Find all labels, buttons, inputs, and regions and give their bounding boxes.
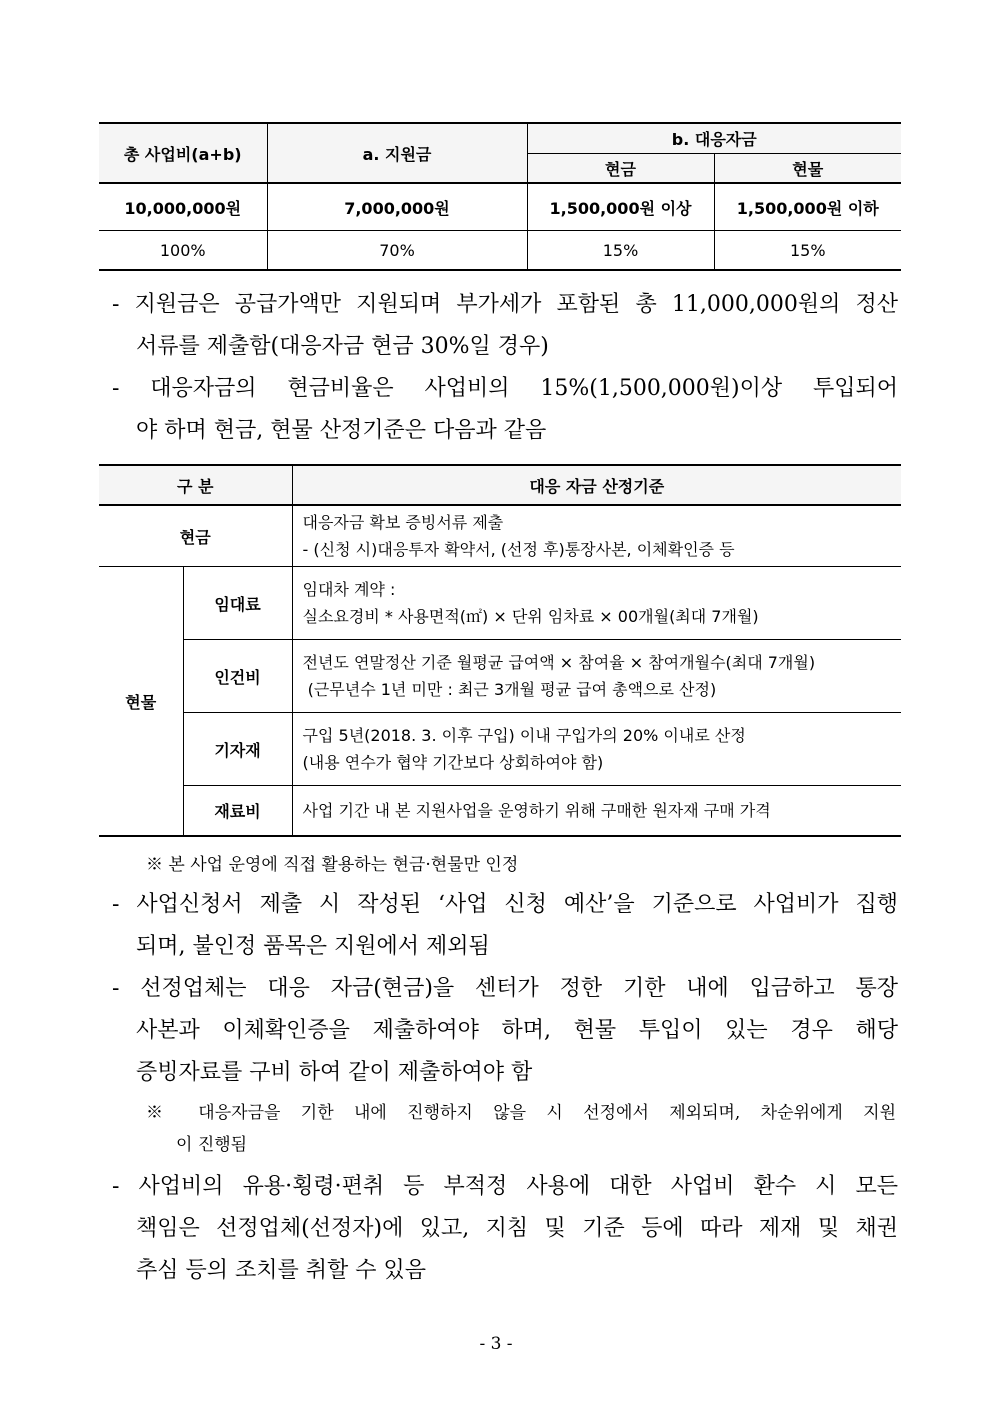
paragraph-line: 서류를 제출함(대응자금 현금 30%일 경우)	[136, 334, 549, 359]
amount-cell: 7,000,000원	[267, 183, 527, 231]
header-grant: a. 지원금	[267, 123, 527, 183]
paragraph-line: 야 하며 현금, 현물 산정기준은 다음과 같음	[136, 418, 547, 443]
inkind-item-label: 인건비	[183, 640, 292, 713]
inkind-item-description	[292, 713, 901, 786]
budget-table	[99, 122, 901, 271]
paragraph-line: 사본과 이체확인증을 제출하여야 하며, 현물 투입이 있는 경우 해당	[136, 1018, 898, 1043]
description-line: (근무년수 1년 미만 : 최근 3개월 평균 급여 총액으로 산정)	[302, 680, 717, 699]
description-line: (내용 연수가 협약 기간보다 상회하여야 함)	[302, 753, 604, 772]
percent-row	[99, 231, 901, 271]
cash-description	[292, 505, 901, 567]
paragraph-vat	[112, 284, 898, 368]
header-criteria: 대응 자금 산정기준	[292, 465, 901, 505]
cash-label: 현금	[99, 505, 292, 567]
paragraph-line: - 선정업체는 대응 자금(현금)을 센터가 정한 기한 내에 입금하고 통장	[112, 976, 898, 1001]
paragraph-line: - 사업신청서 제출 시 작성된 ‘사업 신청 예산’을 기준으로 사업비가 집행	[112, 892, 898, 917]
paragraph-line: - 사업비의 유용·횡령·편취 등 부적정 사용에 대한 사업비 환수 시 모든	[112, 1174, 898, 1199]
description-line: 사업 기간 내 본 지원사업을 운영하기 위해 구매한 원자재 구매 가격	[302, 801, 771, 820]
amount-cell: 1,500,000원 이하	[714, 183, 901, 231]
percent-cell: 15%	[527, 231, 714, 271]
amount-cell: 10,000,000원	[99, 183, 267, 231]
inkind-item-label: 임대료	[183, 567, 292, 640]
description-line: - (신청 시)대응투자 확약서, (선정 후)통장사본, 이체확인증 등	[302, 540, 735, 559]
page-number: - 3 -	[479, 1334, 513, 1354]
percent-cell: 100%	[99, 231, 267, 271]
description-line: 임대차 계약 :	[302, 580, 396, 599]
inkind-item-label: 기자재	[183, 713, 292, 786]
inkind-item-label: 재료비	[183, 786, 292, 837]
table-row	[99, 713, 901, 786]
paragraph-line: - 지원금은 공급가액만 지원되며 부가세가 포함된 총 11,000,000원의 정산	[112, 292, 898, 317]
note-recognition	[146, 849, 518, 881]
paragraph-line: - 대응자금의 현금비율은 사업비의 15%(1,500,000원)이상 투입되어	[112, 376, 898, 401]
paragraph-deposit	[112, 968, 898, 1094]
description-line: 구입 5년(2018. 3. 이후 구입) 이내 구입가의 20% 이내로 산정	[302, 726, 746, 745]
paragraph-line: 증빙자료를 구비 하여 같이 제출하여야 함	[136, 1060, 533, 1085]
paragraph-line: 되며, 불인정 품목은 지원에서 제외됨	[136, 934, 490, 959]
amount-row	[99, 183, 901, 231]
criteria-table	[99, 464, 901, 837]
header-inkind: 현물	[714, 154, 901, 184]
note-line: ※ 대응자금을 기한 내에 진행하지 않을 시 선정에서 제외되며, 차순위에게 지원	[146, 1103, 896, 1123]
paragraph-line: 추심 등의 조치를 취할 수 있음	[136, 1258, 426, 1283]
header-cash: 현금	[527, 154, 714, 184]
inkind-item-description	[292, 640, 901, 713]
percent-cell: 70%	[267, 231, 527, 271]
inkind-item-description	[292, 786, 901, 837]
note-line: 이 진행됨	[176, 1135, 248, 1155]
table-row	[99, 505, 901, 567]
inkind-label: 현물	[99, 567, 183, 837]
header-category: 구 분	[99, 465, 292, 505]
note-deadline	[146, 1097, 896, 1161]
header-matching: b. 대응자금	[527, 123, 901, 154]
table-row	[99, 640, 901, 713]
table-row	[99, 786, 901, 837]
table-row	[99, 567, 901, 640]
description-line: 전년도 연말정산 기준 월평균 급여액 × 참여율 × 참여개월수(최대 7개월)	[302, 653, 816, 672]
note-line: ※ 본 사업 운영에 직접 활용하는 현금·현물만 인정	[146, 855, 519, 875]
paragraph-line: 책임은 선정업체(선정자)에 있고, 지침 및 기준 등에 따라 제재 및 채권	[136, 1216, 898, 1241]
paragraph-budget-execution	[112, 884, 898, 968]
paragraph-cash-ratio	[112, 368, 898, 452]
inkind-item-description	[292, 567, 901, 640]
description-line: 실소요경비 * 사용면적(㎡) × 단위 임차료 × 00개월(최대 7개월)	[302, 607, 759, 626]
percent-cell: 15%	[714, 231, 901, 271]
header-total: 총 사업비(a+b)	[99, 123, 267, 183]
amount-cell: 1,500,000원 이상	[527, 183, 714, 231]
description-line: 대응자금 확보 증빙서류 제출	[302, 513, 504, 532]
paragraph-recovery	[112, 1166, 898, 1292]
